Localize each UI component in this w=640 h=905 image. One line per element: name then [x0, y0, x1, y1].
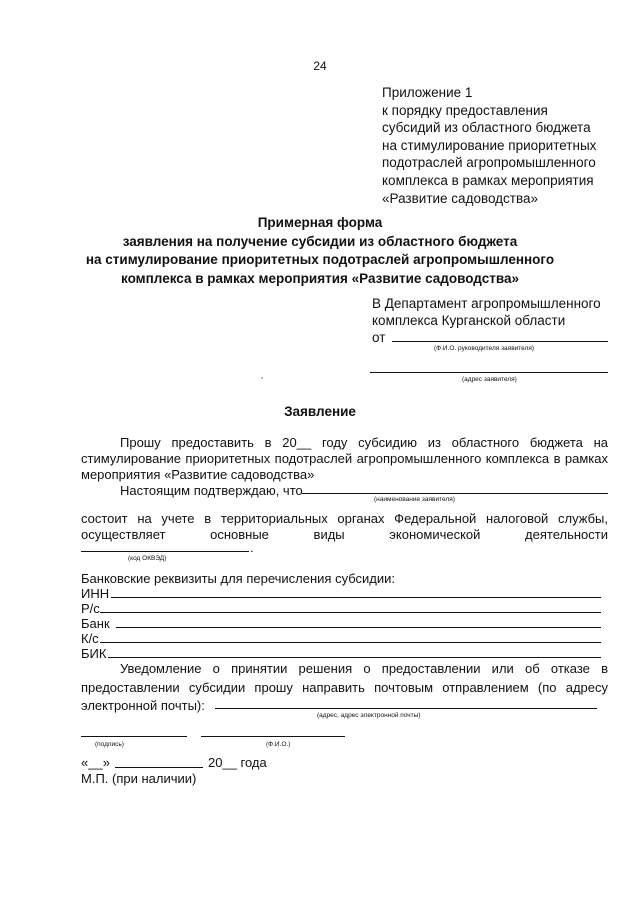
okved-period: .: [250, 540, 254, 555]
address-field[interactable]: [370, 372, 608, 373]
email-field[interactable]: [215, 708, 597, 709]
page-number: 24: [313, 59, 327, 73]
addressee-line-1: В Департамент агропромышленного: [372, 296, 601, 311]
okved-caption: (код ОКВЭД): [128, 555, 167, 562]
notice-line-3: электронной почты):: [81, 698, 205, 713]
appendix-line: субсидий из областного бюджета: [382, 120, 591, 136]
request-line-3: мероприятия «Развитие садоводства»: [81, 467, 315, 482]
email-caption: (адрес, адрес электронной почты): [317, 712, 421, 719]
name-caption: (Ф.И.О.): [266, 741, 291, 748]
notice-line-2: предоставлении субсидии прошу направить почтовым отправлением (по адресу: [81, 680, 608, 695]
applicant-name-field[interactable]: [302, 493, 608, 494]
date-day: «__»: [81, 755, 110, 770]
appendix-line: к порядку предоставления: [382, 102, 548, 118]
bank-label: Банк: [81, 616, 110, 631]
addressee-line-2: комплекса Курганской области: [372, 313, 566, 328]
bank-details-label: Банковские реквизиты для перечисления субсидии:: [81, 571, 395, 586]
from-field[interactable]: [392, 341, 608, 342]
form-title: [0, 214, 640, 288]
address-caption: (адрес заявителя): [462, 376, 517, 383]
from-label: от: [372, 330, 386, 345]
request-line-1: Прошу предоставить в 20__ году субсидию из областного бюджета на: [120, 435, 608, 450]
account-field[interactable]: [100, 612, 601, 613]
stamp-label: М.П. (при наличии): [81, 771, 197, 786]
corr-account-label: К/с: [81, 631, 99, 646]
name-field[interactable]: [201, 736, 345, 737]
registered-line: состоит на учете в территориальных органах Федеральной налоговой службы,: [81, 511, 608, 526]
request-line-2: стимулирование приоритетных подотраслей агропромышленного комплекса в рамках: [81, 451, 608, 466]
scan-speck: [261, 377, 263, 379]
account-label: Р/с: [81, 601, 100, 616]
appendix-block: [382, 84, 627, 207]
bik-label: БИК: [81, 646, 107, 661]
title-line: комплекса в рамках мероприятия «Развитие садоводства»: [121, 270, 519, 286]
okved-field[interactable]: [81, 551, 249, 552]
bik-field[interactable]: [108, 657, 601, 658]
inn-field[interactable]: [111, 597, 601, 598]
activity-line: осуществляет основные виды экономической деятельности: [81, 527, 608, 542]
from-caption: (Ф.И.О. руководителя заявителя): [434, 345, 535, 352]
bank-field[interactable]: [116, 627, 601, 628]
signature-field[interactable]: [81, 736, 187, 737]
title-line: на стимулирование приоритетных подотраслей агропромышленного: [85, 252, 555, 267]
appendix-line: Приложение 1: [382, 85, 473, 100]
date-month-field[interactable]: [115, 767, 203, 768]
applicant-caption: (наименование заявителя): [374, 496, 455, 503]
title-line: заявления на получение субсидии из областного бюджета: [122, 233, 518, 249]
corr-account-field[interactable]: [100, 642, 601, 643]
notice-line-1: Уведомление о принятии решения о предоставлении или об отказе в: [120, 661, 608, 676]
appendix-line: подотраслей агропромышленного: [382, 155, 596, 171]
statement-heading: Заявление: [284, 404, 356, 419]
title-line: Примерная форма: [257, 215, 383, 230]
date-year: 20__ года: [208, 755, 267, 770]
appendix-line: на стимулирование приоритетных: [382, 137, 597, 153]
appendix-line: «Развитие садоводства»: [382, 190, 539, 206]
inn-label: ИНН: [81, 586, 110, 601]
appendix-line: комплекса в рамках мероприятия: [382, 172, 594, 188]
confirm-label: Настоящим подтверждаю, что: [120, 483, 303, 498]
signature-caption: (подпись): [95, 741, 124, 748]
